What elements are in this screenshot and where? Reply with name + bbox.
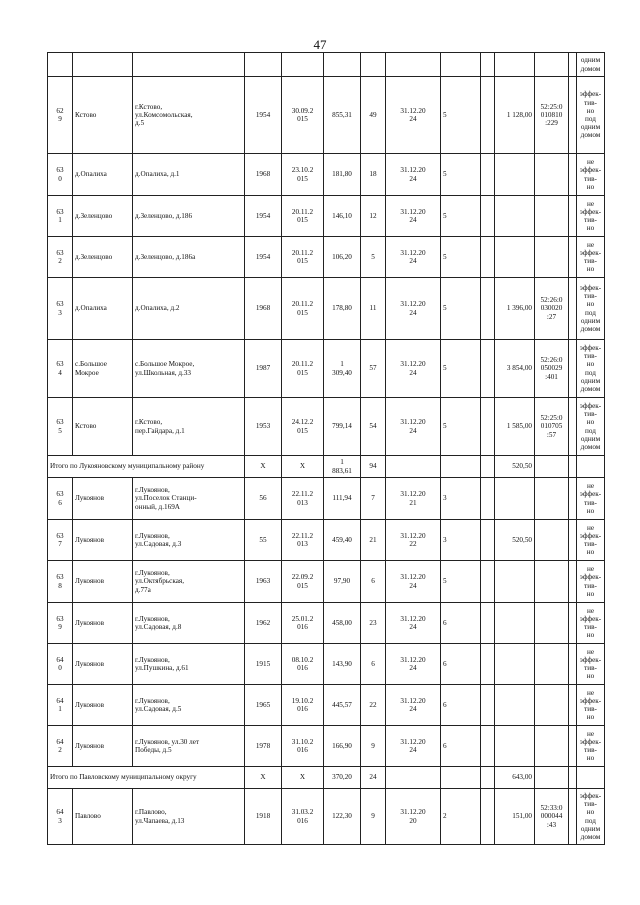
total-deadline	[386, 767, 441, 789]
table-row	[48, 644, 605, 685]
cell-stage: 5	[441, 237, 481, 278]
cell-deadline: 31.12.20 24	[386, 77, 441, 154]
cell-land-area	[495, 196, 535, 237]
cell-cadastral-number	[535, 520, 569, 561]
cell-date: 22.11.2 013	[282, 520, 324, 561]
cell-area: 143,90	[324, 644, 361, 685]
cell-year: 1915	[245, 644, 282, 685]
cell-date: 20.11.2 015	[282, 340, 324, 398]
cell-row-number: 63 9	[48, 603, 73, 644]
cell-spacer	[569, 520, 577, 561]
cell-year: 1953	[245, 398, 282, 456]
table-row	[48, 196, 605, 237]
cell-area: 459,40	[324, 520, 361, 561]
cell-area: 445,57	[324, 685, 361, 726]
cell-land-area	[495, 726, 535, 767]
cell-deadline: 31.12.20 24	[386, 398, 441, 456]
cell-cadastral-number	[535, 685, 569, 726]
cell-land-area	[495, 644, 535, 685]
cell-residents: 23	[361, 603, 386, 644]
cell-date: 31.03.2 016	[282, 789, 324, 845]
cell-spacer	[569, 398, 577, 456]
cell-residents: 6	[361, 644, 386, 685]
cell-stage: 5	[441, 398, 481, 456]
cell-extra	[481, 278, 495, 340]
cell-land-area	[495, 154, 535, 196]
cell-row-number: 63 4	[48, 340, 73, 398]
cell-date: 31.10.2 016	[282, 726, 324, 767]
cell-area: 106,20	[324, 237, 361, 278]
cell-management-note: не эффек- тив- но	[577, 685, 605, 726]
cell-address: г.Лукоянов, ул.Пушкина, д.61	[133, 644, 245, 685]
cell-deadline: 31.12.20 24	[386, 278, 441, 340]
cell-date: 08.10.2 016	[282, 644, 324, 685]
cell-land-area: 3 854,00	[495, 340, 535, 398]
cell-land-area: 151,00	[495, 789, 535, 845]
total-land-area: 520,50	[495, 456, 535, 478]
cell-settlement: Лукоянов	[73, 520, 133, 561]
cell-row-number: 63 7	[48, 520, 73, 561]
total-land-area: 643,00	[495, 767, 535, 789]
cell-land-area	[495, 53, 535, 77]
total-area: 1 883,61	[324, 456, 361, 478]
cell-settlement: Кстово	[73, 398, 133, 456]
page-number: 47	[313, 37, 327, 52]
total-cadastral-number	[535, 767, 569, 789]
cell-extra	[481, 603, 495, 644]
cell-extra	[481, 644, 495, 685]
cell-residents: 12	[361, 196, 386, 237]
cell-land-area	[495, 685, 535, 726]
total-date: Х	[282, 767, 324, 789]
cell-year	[245, 53, 282, 77]
cell-year: 56	[245, 478, 282, 520]
cell-area: 166,90	[324, 726, 361, 767]
cell-year: 1965	[245, 685, 282, 726]
cell-address: г.Кстово, ул.Комсомольская, д.5	[133, 77, 245, 154]
cell-cadastral-number: 52:26:0 050029 :401	[535, 340, 569, 398]
cell-year: 1954	[245, 77, 282, 154]
cell-extra	[481, 685, 495, 726]
table-row	[48, 789, 605, 845]
cell-stage: 6	[441, 726, 481, 767]
cell-cadastral-number	[535, 478, 569, 520]
cell-spacer	[569, 789, 577, 845]
cell-residents: 9	[361, 726, 386, 767]
cell-address: д.Опалиха, д.2	[133, 278, 245, 340]
table-row	[48, 685, 605, 726]
cell-extra	[481, 726, 495, 767]
cell-deadline: 31.12.20 24	[386, 237, 441, 278]
cell-management-note: эффек- тив- но под одним домом	[577, 77, 605, 154]
cell-date: 19.10.2 016	[282, 685, 324, 726]
cell-cadastral-number	[535, 561, 569, 603]
cell-row-number: 64 1	[48, 685, 73, 726]
cell-residents: 22	[361, 685, 386, 726]
cell-address: д.Зеленцово, д.186а	[133, 237, 245, 278]
cell-row-number: 63 1	[48, 196, 73, 237]
cell-settlement: д.Опалиха	[73, 154, 133, 196]
cell-management-note: не эффек- тив- но	[577, 520, 605, 561]
cell-row-number: 64 0	[48, 644, 73, 685]
cell-land-area	[495, 561, 535, 603]
cell-date: 23.10.2 015	[282, 154, 324, 196]
cell-residents: 18	[361, 154, 386, 196]
total-deadline	[386, 456, 441, 478]
cell-year: 1962	[245, 603, 282, 644]
cell-cadastral-number: 52:33:0 000044 :43	[535, 789, 569, 845]
cell-row-number: 64 2	[48, 726, 73, 767]
cell-spacer	[569, 340, 577, 398]
total-spacer	[569, 456, 577, 478]
cell-spacer	[569, 561, 577, 603]
cell-settlement: Лукоянов	[73, 644, 133, 685]
cell-year: 55	[245, 520, 282, 561]
cell-spacer	[569, 685, 577, 726]
housing-register-table	[47, 52, 605, 845]
cell-management-note: не эффек- тив- но	[577, 644, 605, 685]
cell-deadline: 31.12.20 24	[386, 603, 441, 644]
cell-row-number: 63 3	[48, 278, 73, 340]
cell-residents: 21	[361, 520, 386, 561]
cell-settlement	[73, 53, 133, 77]
cell-address: с.Большое Мокрое, ул.Школьная, д.33	[133, 340, 245, 398]
cell-year: 1954	[245, 196, 282, 237]
cell-management-note: эффек- тив- но под одним домом	[577, 789, 605, 845]
cell-extra	[481, 561, 495, 603]
cell-date: 20.11.2 015	[282, 278, 324, 340]
cell-land-area: 1 396,00	[495, 278, 535, 340]
cell-row-number: 63 8	[48, 561, 73, 603]
cell-year: 1968	[245, 278, 282, 340]
cell-address: д.Опалиха, д.1	[133, 154, 245, 196]
cell-area: 122,30	[324, 789, 361, 845]
table-row	[48, 53, 605, 77]
cell-deadline: 31.12.20 21	[386, 478, 441, 520]
total-year: Х	[245, 767, 282, 789]
cell-cadastral-number	[535, 154, 569, 196]
cell-land-area	[495, 478, 535, 520]
cell-management-note: эффек- тив- но под одним домом	[577, 278, 605, 340]
cell-spacer	[569, 603, 577, 644]
table-row	[48, 154, 605, 196]
cell-cadastral-number	[535, 53, 569, 77]
cell-settlement: Лукоянов	[73, 603, 133, 644]
cell-settlement: д.Зеленцово	[73, 196, 133, 237]
cell-spacer	[569, 196, 577, 237]
cell-area: 111,94	[324, 478, 361, 520]
cell-stage: 6	[441, 685, 481, 726]
cell-stage: 3	[441, 478, 481, 520]
cell-stage: 5	[441, 154, 481, 196]
cell-residents: 6	[361, 561, 386, 603]
cell-area	[324, 53, 361, 77]
cell-management-note: не эффек- тив- но	[577, 196, 605, 237]
cell-area: 146,10	[324, 196, 361, 237]
cell-row-number: 62 9	[48, 77, 73, 154]
cell-year: 1978	[245, 726, 282, 767]
cell-deadline: 31.12.20 24	[386, 644, 441, 685]
cell-spacer	[569, 644, 577, 685]
table-row	[48, 603, 605, 644]
total-residents: 24	[361, 767, 386, 789]
cell-residents: 11	[361, 278, 386, 340]
cell-cadastral-number: 52:26:0 030020 :27	[535, 278, 569, 340]
cell-date: 22.11.2 013	[282, 478, 324, 520]
cell-deadline: 31.12.20 24	[386, 196, 441, 237]
cell-cadastral-number	[535, 237, 569, 278]
cell-extra	[481, 520, 495, 561]
cell-extra	[481, 154, 495, 196]
cell-stage	[441, 53, 481, 77]
cell-area: 97,90	[324, 561, 361, 603]
total-row	[48, 456, 605, 478]
cell-address: г.Кстово, пер.Гайдара, д.1	[133, 398, 245, 456]
cell-address: г.Лукоянов, ул.30 лет Победы, д.5	[133, 726, 245, 767]
cell-residents: 9	[361, 789, 386, 845]
cell-cadastral-number: 52:25:0 010810 :229	[535, 77, 569, 154]
cell-residents: 57	[361, 340, 386, 398]
cell-spacer	[569, 478, 577, 520]
total-label: Итого по Лукояновскому муниципальному району	[48, 456, 245, 478]
total-residents: 94	[361, 456, 386, 478]
cell-extra	[481, 398, 495, 456]
cell-stage: 5	[441, 77, 481, 154]
cell-address: г.Лукоянов, ул.Октябрьская, д.77а	[133, 561, 245, 603]
cell-date: 20.11.2 015	[282, 237, 324, 278]
cell-area: 855,31	[324, 77, 361, 154]
cell-deadline: 31.12.20 20	[386, 789, 441, 845]
cell-stage: 5	[441, 340, 481, 398]
cell-date: 20.11.2 015	[282, 196, 324, 237]
cell-extra	[481, 53, 495, 77]
total-stage	[441, 767, 481, 789]
cell-year: 1987	[245, 340, 282, 398]
cell-row-number: 63 6	[48, 478, 73, 520]
cell-settlement: д.Опалиха	[73, 278, 133, 340]
cell-row-number: 63 0	[48, 154, 73, 196]
cell-stage: 5	[441, 196, 481, 237]
total-management-note	[577, 767, 605, 789]
cell-management-note: эффек- тив- но под одним домом	[577, 398, 605, 456]
cell-row-number: 63 5	[48, 398, 73, 456]
cell-year: 1954	[245, 237, 282, 278]
cell-stage: 3	[441, 520, 481, 561]
table-row	[48, 237, 605, 278]
total-row	[48, 767, 605, 789]
cell-land-area: 1 128,00	[495, 77, 535, 154]
cell-stage: 6	[441, 603, 481, 644]
cell-management-note: не эффек- тив- но	[577, 561, 605, 603]
cell-deadline: 31.12.20 24	[386, 154, 441, 196]
cell-management-note: не эффек- тив- но	[577, 603, 605, 644]
cell-settlement: Лукоянов	[73, 685, 133, 726]
total-year: Х	[245, 456, 282, 478]
cell-year: 1968	[245, 154, 282, 196]
cell-deadline: 31.12.20 24	[386, 685, 441, 726]
cell-residents: 49	[361, 77, 386, 154]
cell-year: 1918	[245, 789, 282, 845]
total-label: Итого по Павловскому муниципальному округу	[48, 767, 245, 789]
cell-deadline	[386, 53, 441, 77]
cell-address: д.Зеленцово, д.186	[133, 196, 245, 237]
cell-residents: 54	[361, 398, 386, 456]
cell-row-number: 64 3	[48, 789, 73, 845]
cell-settlement: с.Большое Мокрое	[73, 340, 133, 398]
cell-spacer	[569, 53, 577, 77]
cell-row-number	[48, 53, 73, 77]
cell-settlement: Павлово	[73, 789, 133, 845]
cell-extra	[481, 237, 495, 278]
cell-spacer	[569, 237, 577, 278]
cell-settlement: д.Зеленцово	[73, 237, 133, 278]
cell-settlement: Лукоянов	[73, 478, 133, 520]
cell-area: 458,00	[324, 603, 361, 644]
cell-settlement: Кстово	[73, 77, 133, 154]
cell-date: 22.09.2 015	[282, 561, 324, 603]
total-date: Х	[282, 456, 324, 478]
total-extra	[481, 767, 495, 789]
cell-residents	[361, 53, 386, 77]
cell-cadastral-number	[535, 644, 569, 685]
cell-cadastral-number	[535, 603, 569, 644]
cell-cadastral-number	[535, 726, 569, 767]
cell-address: г.Лукоянов, ул.Поселок Станци- онный, д.169А	[133, 478, 245, 520]
cell-date: 24.12.2 015	[282, 398, 324, 456]
cell-spacer	[569, 726, 577, 767]
cell-management-note: не эффек- тив- но	[577, 726, 605, 767]
cell-year: 1963	[245, 561, 282, 603]
cell-deadline: 31.12.20 24	[386, 561, 441, 603]
cell-land-area: 1 585,00	[495, 398, 535, 456]
table-row	[48, 398, 605, 456]
cell-spacer	[569, 77, 577, 154]
cell-deadline: 31.12.20 22	[386, 520, 441, 561]
total-stage	[441, 456, 481, 478]
table-row	[48, 278, 605, 340]
cell-settlement: Лукоянов	[73, 726, 133, 767]
cell-area: 1 309,40	[324, 340, 361, 398]
table-body	[48, 53, 605, 845]
table-row	[48, 478, 605, 520]
cell-residents: 7	[361, 478, 386, 520]
cell-cadastral-number	[535, 196, 569, 237]
cell-stage: 5	[441, 561, 481, 603]
cell-management-note: одним домом	[577, 53, 605, 77]
cell-address: г.Лукоянов, ул.Садовая, д.3	[133, 520, 245, 561]
cell-settlement: Лукоянов	[73, 561, 133, 603]
cell-spacer	[569, 154, 577, 196]
cell-address: г.Лукоянов, ул.Садовая, д.5	[133, 685, 245, 726]
table-row	[48, 77, 605, 154]
total-spacer	[569, 767, 577, 789]
cell-land-area: 520,50	[495, 520, 535, 561]
total-management-note	[577, 456, 605, 478]
table-row	[48, 340, 605, 398]
total-extra	[481, 456, 495, 478]
total-cadastral-number	[535, 456, 569, 478]
table-row	[48, 561, 605, 603]
cell-extra	[481, 196, 495, 237]
cell-management-note: не эффек- тив- но	[577, 478, 605, 520]
cell-stage: 2	[441, 789, 481, 845]
cell-cadastral-number: 52:25:0 010705 :57	[535, 398, 569, 456]
cell-land-area	[495, 237, 535, 278]
cell-stage: 6	[441, 644, 481, 685]
cell-management-note: эффек- тив- но под одним домом	[577, 340, 605, 398]
cell-stage: 5	[441, 278, 481, 340]
cell-management-note: не эффек- тив- но	[577, 154, 605, 196]
total-area: 370,20	[324, 767, 361, 789]
cell-deadline: 31.12.20 24	[386, 726, 441, 767]
cell-date	[282, 53, 324, 77]
cell-area: 799,14	[324, 398, 361, 456]
cell-land-area	[495, 603, 535, 644]
cell-address	[133, 53, 245, 77]
cell-address: г.Лукоянов, ул.Садовая, д.8	[133, 603, 245, 644]
cell-date: 25.01.2 016	[282, 603, 324, 644]
cell-deadline: 31.12.20 24	[386, 340, 441, 398]
cell-residents: 5	[361, 237, 386, 278]
table-row	[48, 726, 605, 767]
cell-date: 30.09.2 015	[282, 77, 324, 154]
cell-extra	[481, 478, 495, 520]
table-row	[48, 520, 605, 561]
cell-area: 178,80	[324, 278, 361, 340]
cell-spacer	[569, 278, 577, 340]
cell-row-number: 63 2	[48, 237, 73, 278]
cell-area: 181,80	[324, 154, 361, 196]
cell-management-note: не эффек- тив- но	[577, 237, 605, 278]
cell-extra	[481, 340, 495, 398]
cell-extra	[481, 789, 495, 845]
cell-extra	[481, 77, 495, 154]
cell-address: г.Павлово, ул.Чапаева, д.13	[133, 789, 245, 845]
